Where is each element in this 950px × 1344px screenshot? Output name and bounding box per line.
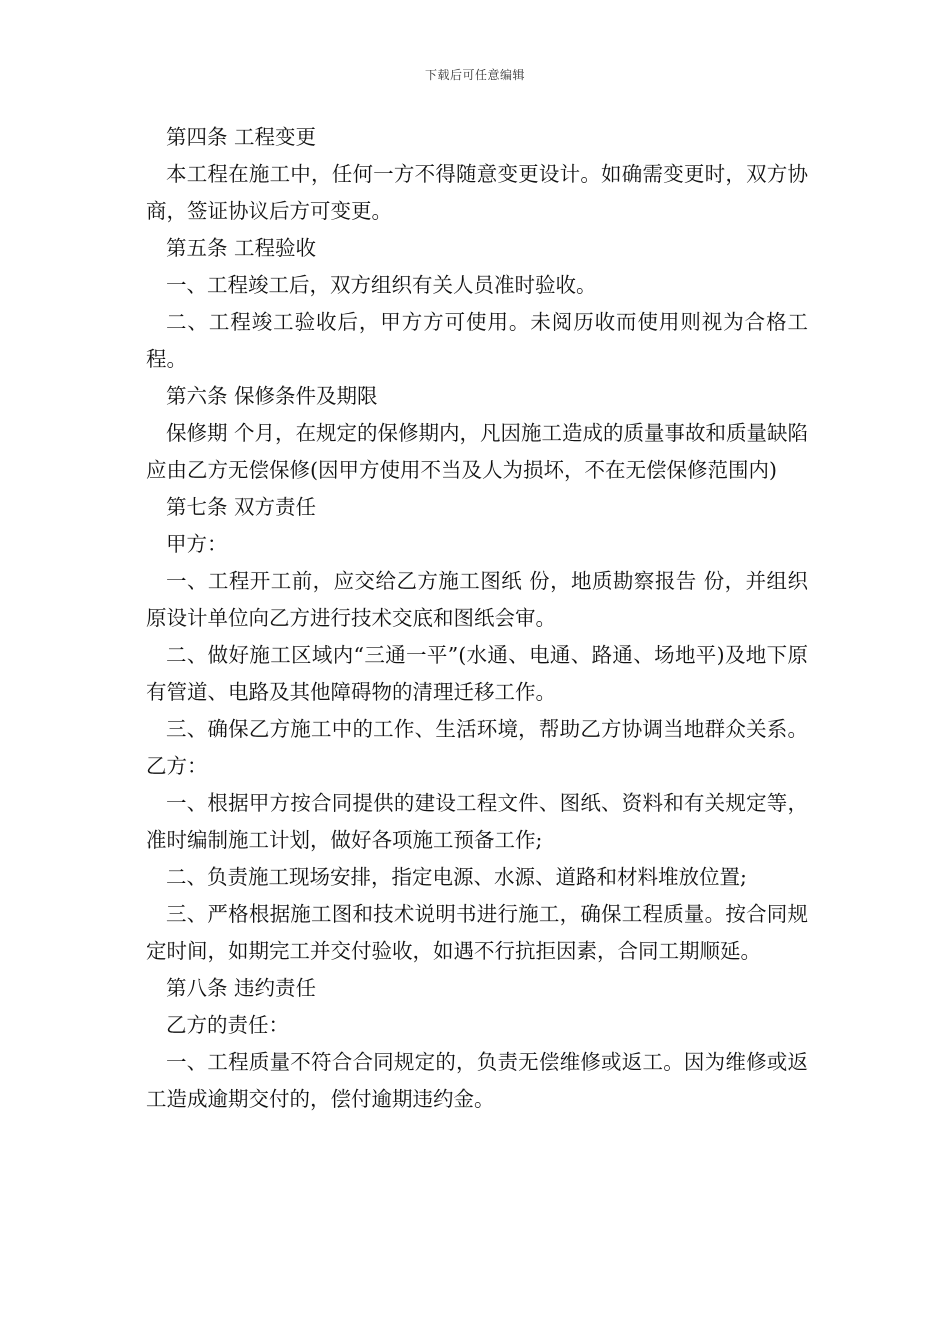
article-8-heading: 第八条 违约责任	[166, 976, 317, 1000]
paragraph: 二、做好施工区域内“三通一平”(水通、电通、路通、场地平)及地下原有管道、电路及其他障碍物的清理迁移工作。	[146, 643, 808, 704]
article-5-heading: 第五条 工程验收	[166, 236, 317, 260]
party-b-responsibility-label: 乙方的责任：	[166, 1013, 289, 1037]
article-7-heading: 第七条 双方责任	[166, 495, 317, 519]
party-a-label: 甲方：	[166, 532, 228, 556]
paragraph: 二、负责施工现场安排，指定电源、水源、道路和材料堆放位置;	[166, 865, 747, 889]
article-4-heading: 第四条 工程变更	[166, 125, 317, 149]
article-6-heading: 第六条 保修条件及期限	[166, 384, 378, 408]
paragraph: 保修期 个月，在规定的保修期内，凡因施工造成的质量事故和质量缺陷应由乙方无偿保修(因甲方使用不当及人为损坏，不在无偿保修范围内)	[146, 421, 809, 482]
paragraph: 二、工程竣工验收后，甲方方可使用。未阅历收而使用则视为合格工程。	[146, 310, 808, 371]
paragraph: 一、工程竣工后，双方组织有关人员准时验收。	[166, 273, 597, 297]
document-body	[146, 119, 808, 1118]
paragraph: 一、工程质量不符合合同规定的，负责无偿维修或返工。因为维修或返工造成逾期交付的，偿付逾期违约金。	[146, 1050, 808, 1111]
page-header: 下载后可任意编辑	[424, 68, 525, 82]
paragraph: 一、根据甲方按合同提供的建设工程文件、图纸、资料和有关规定等，准时编制施工计划，做好各项施工预备工作;	[146, 791, 808, 852]
paragraph: 三、严格根据施工图和技术说明书进行施工，确保工程质量。按合同规定时间，如期完工并交付验收，如遇不行抗拒因素，合同工期顺延。	[146, 902, 808, 963]
paragraph: 一、工程开工前，应交给乙方施工图纸 份，地质勘察报告 份，并组织原设计单位向乙方进行技术交底和图纸会审。	[146, 569, 808, 630]
paragraph: 本工程在施工中，任何一方不得随意变更设计。如确需变更时，双方协商，签证协议后方可变更。	[146, 162, 808, 223]
paragraph: 三、确保乙方施工中的工作、生活环境，帮助乙方协调当地群众关系。 乙方：	[146, 717, 808, 778]
